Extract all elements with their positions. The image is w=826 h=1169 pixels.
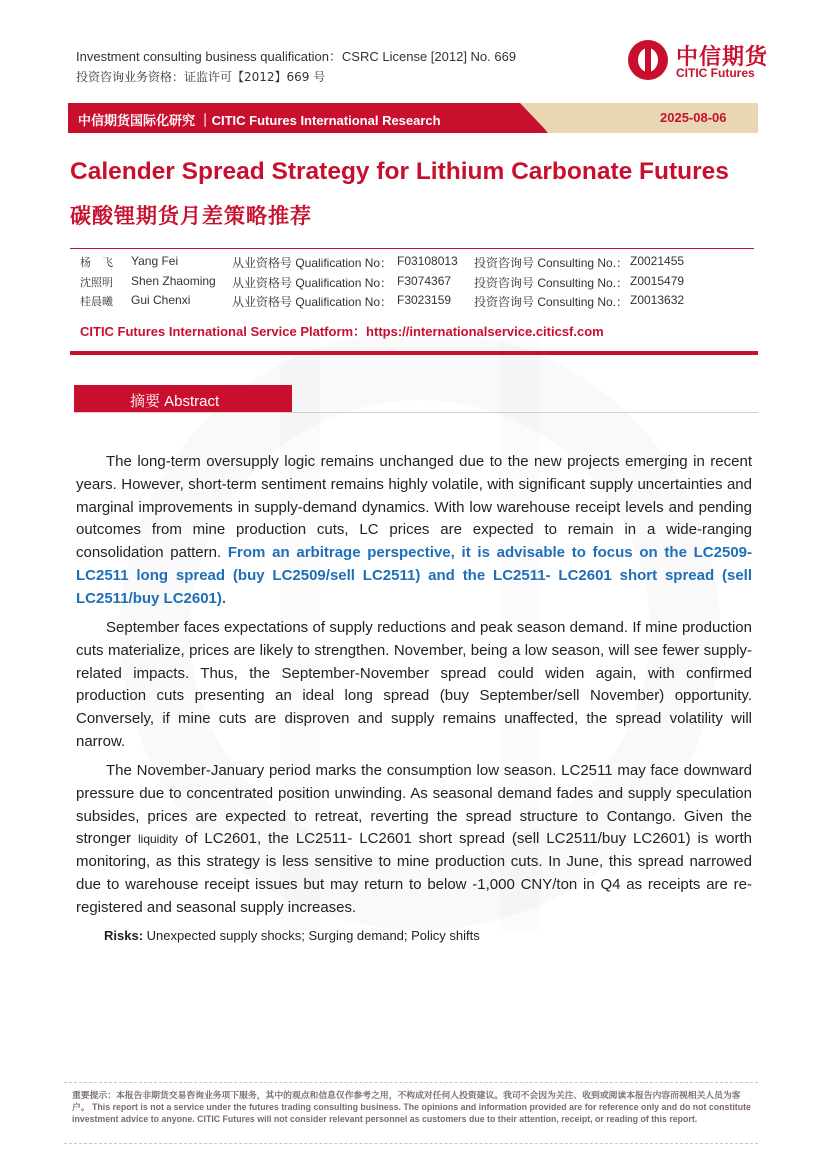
logo-text-cn: 中信期货: [676, 45, 769, 70]
author-cn: 杨 飞: [80, 256, 113, 269]
disclaimer-text: 重要提示：本报告非期货交易咨询业务项下服务，其中的观点和信息仅作参考之用，不构成对任何人投资建议。我司不会因为关注、收到或阅读本报告内容而视相关人员为客户。 This report is not a service under the futures trading consulting business. The opinions and information provided are for reference only and do not constitute investment advice to anyone. CITIC Futures will not consider relevant personnel as customers due to their attention, receipt, or reading of this report.: [72, 1090, 751, 1124]
author-en: Gui Chenxi: [131, 293, 191, 307]
logo-text-en: CITIC Futures: [676, 66, 755, 80]
arbitrage-recommendation: From an arbitrage perspective, it is advisable to focus on the LC2509-LC2511 long spread (buy LC2509/sell LC2511) and the LC2511- LC2601 short spread (sell LC2511/buy LC2601).: [76, 544, 752, 607]
author-qual: F03108013: [397, 254, 458, 268]
author-consult-label: 投资咨询号 Consulting No.：: [474, 295, 629, 309]
report-date: 2025-08-06: [660, 110, 727, 125]
series-label: 中信期货国际化研究 ｜CITIC Futures International Research: [78, 113, 441, 128]
author-en: Shen Zhaoming: [131, 274, 216, 288]
abstract-paragraph-3: The November-January period marks the consumption low season. LC2511 may face downward pressure due to concentrated position unwinding. As seasonal demand fades and supply speculation subsides, prices are expected to retreat, reverting the spread structure to Contango. Given the stronger liquidity of LC2601, the LC2511- LC2601 short spread (sell LC2511/buy LC2601) is worth monitoring, as this strategy is less sensitive to mine production cuts. In June, this spread narrowed due to warehouse receipt issues but may return to below -1,000 CNY/ton in Q4 as receipts are re-registered and seasonal supply increases.: [76, 762, 752, 916]
page-title-cn: 碳酸锂期货月差策略推荐: [70, 203, 312, 228]
abstract-paragraph-1: The long-term oversupply logic remains unchanged due to the new projects emerging in recent years. However, short-term sentiment remains highly volatile, with significant supply uncertainties and marginal improvements in supply-demand dynamics. With low warehouse receipt levels and pending outcomes from mine production cuts, LC prices are expected to remain in a wide-ranging consolidation pattern. From an arbitrage perspective, it is advisable to focus on the LC2509-LC2511 long spread (buy LC2509/sell LC2511) and the LC2511- LC2601 short spread (sell LC2511/buy LC2601).: [76, 453, 752, 607]
qualification-en: Investment consulting business qualification：CSRC License [2012] No. 669: [76, 49, 517, 64]
author-cn: 沈照明: [80, 276, 113, 289]
author-consult: Z0015479: [630, 274, 685, 288]
platform-link[interactable]: CITIC Futures International Service Platform：https://internationalservice.citicsf.com: [80, 324, 604, 339]
abstract-paragraph-2: September faces expectations of supply reductions and peak season demand. If mine production cuts materialize, prices are likely to strengthen. November, being a low season, will see fewer supply-related impacts. Thus, the September-November spread could widen again, with confirmed production cuts presenting an ideal long spread (buy September/sell November) opportunity. Conversely, if mine cuts are disproven and supply remains unaffected, the spread volatility will narrow.: [76, 619, 752, 750]
author-qual-label: 从业资格号 Qualification No：: [232, 256, 393, 270]
abstract-underline: [74, 412, 758, 413]
author-qual: F3074367: [397, 274, 452, 288]
citic-logo-icon: [628, 40, 668, 80]
author-qual-label: 从业资格号 Qualification No：: [232, 295, 393, 309]
page-title-en: Calender Spread Strategy for Lithium Carbonate Futures: [70, 158, 729, 185]
risks-line: Risks: Unexpected supply shocks; Surging demand; Policy shifts: [104, 928, 480, 943]
author-consult-label: 投资咨询号 Consulting No.：: [474, 276, 629, 290]
author-en: Yang Fei: [131, 254, 179, 268]
author-qual: F3023159: [397, 293, 452, 307]
author-consult: Z0021455: [630, 254, 685, 268]
author-qual-label: 从业资格号 Qualification No：: [232, 276, 393, 290]
qualification-cn: 投资咨询业务资格：证监许可【2012】669 号: [76, 70, 326, 84]
abstract-label: 摘要 Abstract: [130, 393, 220, 410]
divider-thick: [70, 351, 758, 355]
author-cn: 桂晨曦: [80, 295, 113, 308]
author-consult: Z0013632: [630, 293, 685, 307]
divider: [70, 248, 754, 249]
author-consult-label: 投资咨询号 Consulting No.：: [474, 256, 629, 270]
